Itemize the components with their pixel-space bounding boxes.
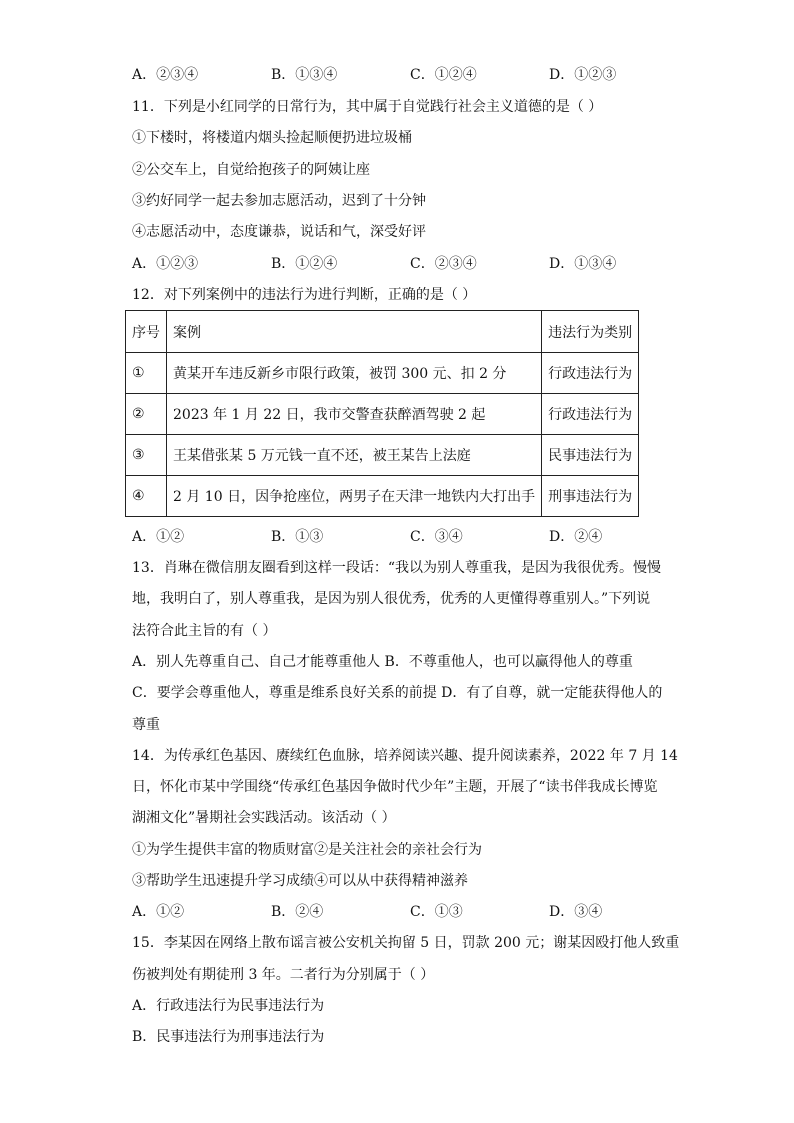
q12-option-b: B．①③ [271, 529, 324, 545]
q14-items-line-2: ③帮助学生迅速提升学习成绩④可以从中获得精神滋养 [132, 873, 468, 889]
table-row [126, 353, 639, 394]
q13-options-line-1: A．别人先尊重自己、自己才能尊重他人 B．不尊重他人，也可以赢得他人的尊重 [132, 654, 633, 670]
q15-option-a: A．行政违法行为民事违法行为 [132, 998, 325, 1014]
q13-options-line-3: 尊重 [132, 717, 160, 733]
q14-stem-line-1: 14．为传承红色基因、赓续红色血脉，培养阅读兴趣、提升阅读素养，2022 年 7 月 14 [132, 748, 678, 764]
q14-items-line-1: ①为学生提供丰富的物质财富②是关注社会的亲社会行为 [132, 842, 482, 858]
q11-item-3: ③约好同学一起去参加志愿活动，迟到了十分钟 [132, 193, 426, 209]
q10-option-c: C．①②④ [410, 67, 477, 83]
q15-option-b: B．民事违法行为刑事违法行为 [132, 1029, 325, 1045]
row-category: 刑事违法行为 [542, 476, 639, 517]
header-cell-index: 序号 [126, 311, 167, 353]
row-index: ② [126, 394, 167, 435]
row-case: 黄某开车违反新乡市限行政策，被罚 300 元、扣 2 分 [167, 353, 542, 394]
q11-option-a: A．①②③ [132, 256, 199, 272]
q13-stem-line-3: 法符合此主旨的有（ ） [132, 623, 277, 639]
q11-stem: 11．下列是小红同学的日常行为，其中属于自觉践行社会主义道德的是（ ） [132, 99, 603, 115]
q15-stem-line-2: 伤被判处有期徒刑 3 年。二者行为分别属于（ ） [132, 967, 435, 983]
q14-stem-line-3: 湖湘文化”暑期社会实践活动。该活动（ ） [132, 810, 396, 826]
q12-stem: 12．对下列案例中的违法行为进行判断，正确的是（ ） [132, 287, 477, 303]
header-cell-category: 违法行为类别 [542, 311, 639, 353]
q10-option-b: B．①③④ [271, 67, 338, 83]
q14-stem-line-2: 日，怀化市某中学围绕“传承红色基因争做时代少年”主题，开展了“读书伴我成长博览 [132, 779, 658, 795]
q13-options-line-2: C．要学会尊重他人，尊重是维系良好关系的前提 D．有了自尊，就一定能获得他人的 [132, 685, 663, 701]
case-table [125, 310, 639, 517]
q14-option-d: D．③④ [549, 904, 603, 920]
q11-item-4: ④志愿活动中，态度谦恭，说话和气，深受好评 [132, 224, 426, 240]
row-case: 王某借张某 5 万元钱一直不还，被王某告上法庭 [167, 435, 542, 476]
row-index: ① [126, 353, 167, 394]
q14-option-c: C．①③ [410, 904, 463, 920]
row-category: 行政违法行为 [542, 394, 639, 435]
row-index: ④ [126, 476, 167, 517]
table-row [126, 435, 639, 476]
q10-option-a: A．②③④ [132, 67, 199, 83]
row-category: 民事违法行为 [542, 435, 639, 476]
table-header-row [126, 311, 639, 353]
q13-stem-line-1: 13．肖琳在微信朋友圈看到这样一段话：“我以为别人尊重我，是因为我很优秀。慢慢 [132, 560, 661, 576]
q11-item-2: ②公交车上，自觉给抱孩子的阿姨让座 [132, 162, 370, 178]
row-category: 行政违法行为 [542, 353, 639, 394]
q11-item-1: ①下楼时，将楼道内烟头捡起顺便扔进垃圾桶 [132, 130, 412, 146]
table-row [126, 394, 639, 435]
q14-option-a: A．①② [132, 904, 185, 920]
row-case: 2023 年 1 月 22 日，我市交警查获醉酒驾驶 2 起 [167, 394, 542, 435]
q13-stem-line-2: 地，我明白了，别人尊重我，是因为别人很优秀，优秀的人更懂得尊重别人。”下列说 [132, 591, 651, 607]
row-index: ③ [126, 435, 167, 476]
row-case: 2 月 10 日，因争抢座位，两男子在天津一地铁内大打出手 [167, 476, 542, 517]
q15-stem-line-1: 15．李某因在网络上散布谣言被公安机关拘留 5 日，罚款 200 元；谢某因殴打他人致重 [132, 935, 680, 951]
q14-option-b: B．②④ [271, 904, 324, 920]
q11-option-b: B．①②④ [271, 256, 338, 272]
q12-option-c: C．③④ [410, 529, 463, 545]
q11-option-d: D．①③④ [549, 256, 617, 272]
q10-option-d: D．①②③ [549, 67, 617, 83]
q12-option-a: A．①② [132, 529, 185, 545]
header-cell-case: 案例 [167, 311, 542, 353]
table-row [126, 476, 639, 517]
q11-option-c: C．②③④ [410, 256, 477, 272]
q12-option-d: D．②④ [549, 529, 603, 545]
